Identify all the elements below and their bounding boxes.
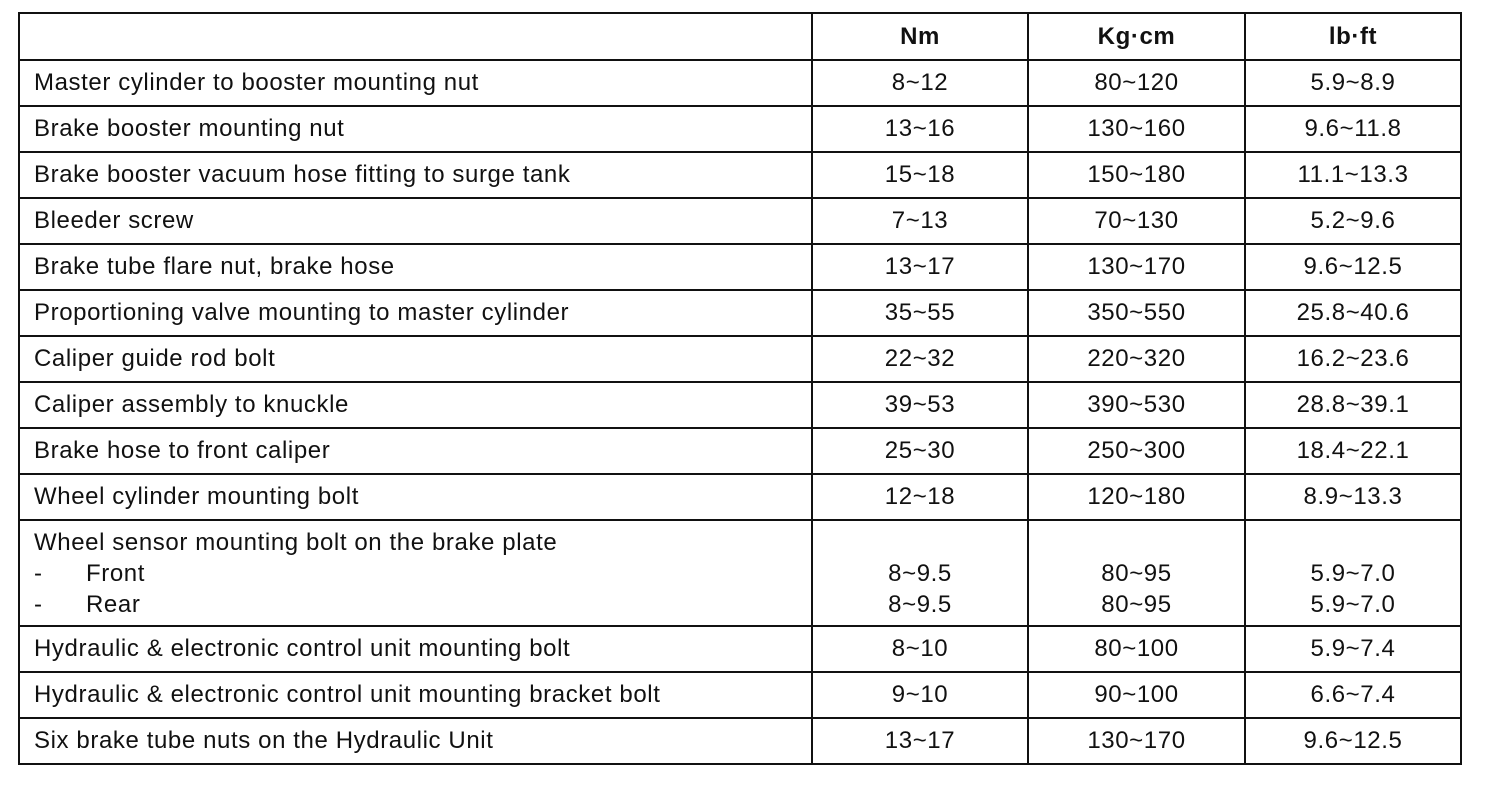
row-description: Wheel sensor mounting bolt on the brake plate	[34, 528, 558, 556]
sub-item-rear	[34, 589, 811, 620]
row-nm: 8~10	[812, 626, 1028, 672]
row-nm: 12~18	[812, 474, 1028, 520]
torque-spec-table	[18, 12, 1462, 765]
row-description: Brake booster mounting nut	[19, 106, 812, 152]
row-lbft: 16.2~23.6	[1245, 336, 1461, 382]
row-lbft: 18.4~22.1	[1245, 428, 1461, 474]
row-lbft: 5.9~7.0	[1310, 559, 1396, 587]
row-kgcm: 80~120	[1028, 60, 1245, 106]
row-description: Brake booster vacuum hose fitting to surge tank	[19, 152, 812, 198]
row-description: Brake tube flare nut, brake hose	[19, 244, 812, 290]
row-kgcm: 350~550	[1028, 290, 1245, 336]
row-nm: 39~53	[812, 382, 1028, 428]
table-row	[19, 106, 1461, 152]
row-lbft: 28.8~39.1	[1245, 382, 1461, 428]
row-lbft: 9.6~12.5	[1245, 244, 1461, 290]
row-description: Wheel cylinder mounting bolt	[19, 474, 812, 520]
row-kgcm: 120~180	[1028, 474, 1245, 520]
row-nm: 9~10	[812, 672, 1028, 718]
row-nm: 22~32	[812, 336, 1028, 382]
dash-marker: -	[34, 559, 43, 587]
sub-item-label: Front	[86, 559, 146, 587]
row-nm: 25~30	[812, 428, 1028, 474]
row-kgcm: 80~100	[1028, 626, 1245, 672]
row-description: Caliper assembly to knuckle	[19, 382, 812, 428]
row-lbft: 6.6~7.4	[1245, 672, 1461, 718]
row-lbft: 9.6~12.5	[1245, 718, 1461, 764]
row-lbft: 5.9~7.0	[1310, 590, 1396, 618]
table-row	[19, 474, 1461, 520]
row-nm-multi	[812, 520, 1028, 626]
row-kgcm: 80~95	[1101, 590, 1172, 618]
row-description: Six brake tube nuts on the Hydraulic Unit	[19, 718, 812, 764]
row-kgcm: 70~130	[1028, 198, 1245, 244]
row-nm: 13~17	[812, 244, 1028, 290]
row-description: Master cylinder to booster mounting nut	[19, 60, 812, 106]
row-kgcm: 390~530	[1028, 382, 1245, 428]
row-description-multi	[19, 520, 812, 626]
header-description	[19, 13, 812, 60]
sub-item-label: Rear	[86, 590, 141, 618]
row-kgcm-multi	[1028, 520, 1245, 626]
dash-marker: -	[34, 590, 43, 618]
row-description: Proportioning valve mounting to master cylinder	[19, 290, 812, 336]
blank-line	[813, 527, 1027, 558]
row-kgcm: 80~95	[1101, 559, 1172, 587]
row-kgcm: 130~170	[1028, 718, 1245, 764]
row-lbft: 5.9~7.4	[1245, 626, 1461, 672]
blank-line	[1246, 527, 1460, 558]
header-nm: Nm	[812, 13, 1028, 60]
row-lbft: 9.6~11.8	[1245, 106, 1461, 152]
table-row	[19, 60, 1461, 106]
table-row	[19, 152, 1461, 198]
row-kgcm: 220~320	[1028, 336, 1245, 382]
table-row	[19, 428, 1461, 474]
row-nm: 15~18	[812, 152, 1028, 198]
row-description: Bleeder screw	[19, 198, 812, 244]
table-row	[19, 718, 1461, 764]
row-kgcm: 150~180	[1028, 152, 1245, 198]
row-lbft: 5.2~9.6	[1245, 198, 1461, 244]
header-row	[19, 13, 1461, 60]
table-row-wheel-sensor	[19, 520, 1461, 626]
header-lbft: lb·ft	[1245, 13, 1461, 60]
row-kgcm: 130~160	[1028, 106, 1245, 152]
row-kgcm: 90~100	[1028, 672, 1245, 718]
row-nm: 8~9.5	[888, 590, 952, 618]
table-row	[19, 336, 1461, 382]
table-row	[19, 626, 1461, 672]
row-kgcm: 130~170	[1028, 244, 1245, 290]
row-lbft: 11.1~13.3	[1245, 152, 1461, 198]
row-description: Brake hose to front caliper	[19, 428, 812, 474]
sub-item-front	[34, 558, 811, 589]
row-kgcm: 250~300	[1028, 428, 1245, 474]
row-description: Hydraulic & electronic control unit mounting bolt	[19, 626, 812, 672]
row-nm: 13~16	[812, 106, 1028, 152]
row-description: Hydraulic & electronic control unit mounting bracket bolt	[19, 672, 812, 718]
row-nm: 7~13	[812, 198, 1028, 244]
table-row	[19, 382, 1461, 428]
blank-line	[1029, 527, 1244, 558]
row-nm: 8~12	[812, 60, 1028, 106]
table-row	[19, 244, 1461, 290]
row-description: Caliper guide rod bolt	[19, 336, 812, 382]
table-row	[19, 198, 1461, 244]
row-lbft: 5.9~8.9	[1245, 60, 1461, 106]
row-nm: 13~17	[812, 718, 1028, 764]
header-kgcm: Kg·cm	[1028, 13, 1245, 60]
table-row	[19, 672, 1461, 718]
row-lbft: 8.9~13.3	[1245, 474, 1461, 520]
table-row	[19, 290, 1461, 336]
row-lbft-multi	[1245, 520, 1461, 626]
row-nm: 8~9.5	[888, 559, 952, 587]
row-lbft: 25.8~40.6	[1245, 290, 1461, 336]
row-nm: 35~55	[812, 290, 1028, 336]
